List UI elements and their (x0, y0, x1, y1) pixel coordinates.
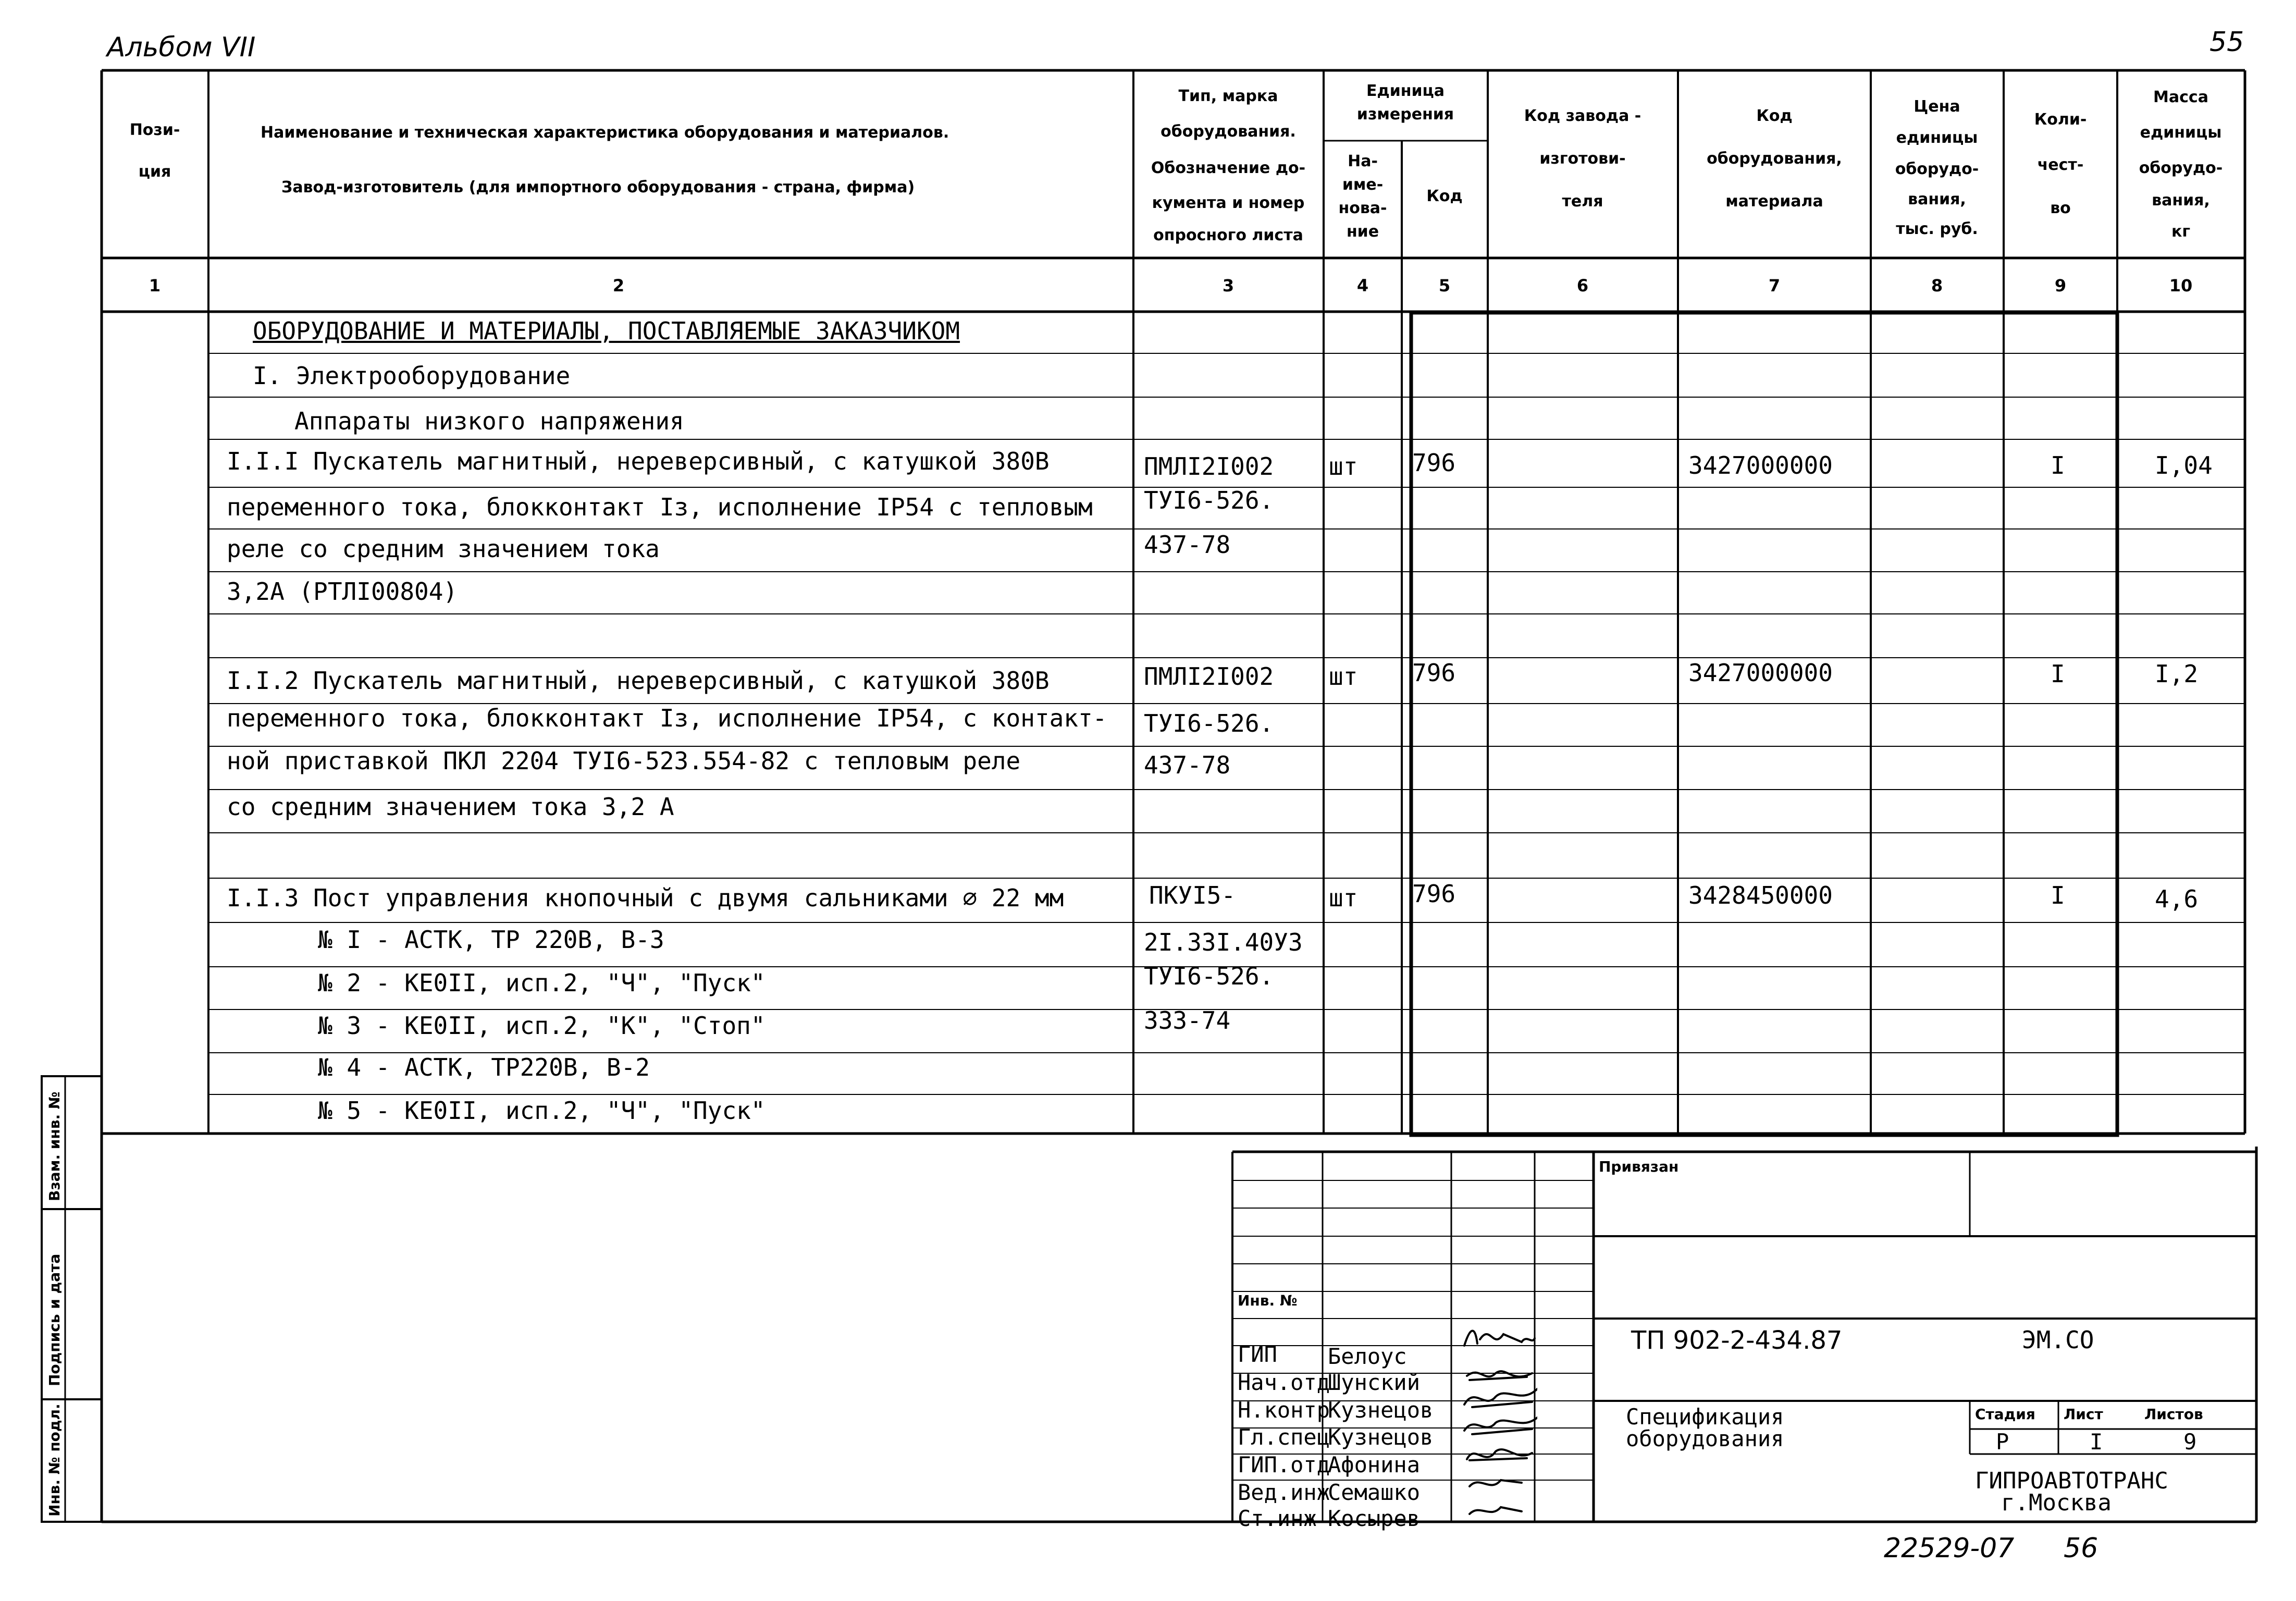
colnum-7: 7 (1768, 276, 1781, 295)
header-unit-code: Код (1426, 187, 1463, 205)
header-price-3: оборудо- (1895, 160, 1979, 178)
header-maker-1: Код завода - (1524, 107, 1641, 125)
header-unit-1: Единица (1366, 82, 1445, 100)
sheet-value: I (2090, 1429, 2103, 1455)
header-type-3: Обозначение до- (1151, 159, 1306, 177)
stage-value: Р (1996, 1429, 2009, 1455)
signer-name-1: Белоус (1328, 1344, 1407, 1369)
header-unit-name-2: име- (1342, 176, 1384, 194)
colnum-6: 6 (1576, 276, 1589, 295)
item-111-line-1: I.I.I Пускатель магнитный, нереверсивный, с катушкой 380В (227, 447, 1050, 475)
item-112-line-4: со средним значением тока 3,2 А (227, 793, 674, 821)
header-qty-3: во (2050, 199, 2071, 217)
header-unit-name-4: ние (1346, 223, 1379, 241)
item-113-line-1: I.I.3 Пост управления кнопочный с двумя сальниками ⌀ 22 мм (227, 884, 1064, 912)
header-equip-code-2: оборудования, (1707, 150, 1842, 168)
header-qty-1: Коли- (2034, 110, 2087, 129)
header-type-1: Тип, марка (1178, 87, 1278, 105)
header-type-2: оборудования. (1161, 122, 1296, 141)
subsection-heading: I. Электрооборудование (253, 362, 571, 390)
item-111-type-1: ПМЛI2I002 (1144, 452, 1274, 481)
page-number: 55 (2209, 27, 2244, 58)
colnum-10: 10 (2169, 276, 2193, 295)
item-111-qty: I (2051, 451, 2065, 479)
item-111-type-3: 437-78 (1144, 531, 1231, 559)
colnum-8: 8 (1931, 276, 1943, 295)
item-111-unit: шт (1329, 452, 1358, 481)
item-111-type-2: ТУI6-526. (1144, 486, 1274, 514)
header-pos-2: ция (138, 163, 171, 181)
header-mass-5: кг (2171, 223, 2191, 241)
inv-label: Инв. № (1238, 1292, 1298, 1309)
header-name-2: Завод-изготовитель (для импортного оборудования - страна, фирма) (281, 178, 915, 196)
item-111-line-2: переменного тока, блокконтакт Iз, исполнение IP54 с тепловым (227, 493, 1093, 521)
header-qty-2: чест- (2037, 156, 2084, 174)
signer-name-3: Кузнецов (1328, 1397, 1434, 1423)
side-stamp-original-inv: Инв. № подл. (46, 1403, 63, 1517)
item-112-line-2: переменного тока, блокконтакт Iз, исполнение IP54, с контакт- (227, 704, 1107, 732)
signatures (1454, 1319, 1537, 1522)
header-mass-1: Масса (2153, 88, 2208, 106)
colnum-3: 3 (1222, 276, 1235, 295)
header-equip-code-3: материала (1725, 192, 1823, 211)
item-112-type-1: ПМЛI2I002 (1144, 662, 1274, 691)
bottom-number: 56 (2064, 1533, 2099, 1564)
header-mass-4: вания, (2152, 191, 2210, 210)
colnum-1: 1 (149, 276, 161, 295)
item-113-line-4: № 3 - КЕ0II, исп.2, "К", "Стоп" (318, 1012, 766, 1040)
item-113-line-6: № 5 - КЕ0II, исп.2, "Ч", "Пуск" (318, 1097, 766, 1125)
header-equip-code-1: Код (1756, 107, 1793, 125)
header-price-1: Цена (1914, 97, 1960, 116)
doc-section: ЭМ.СО (2022, 1326, 2094, 1354)
header-type-5: опросного листа (1153, 226, 1303, 244)
signer-role-3: Н.контр (1238, 1397, 1330, 1423)
item-112-mass: I,2 (2155, 660, 2199, 688)
signer-role-5: ГИП.отд (1238, 1452, 1330, 1477)
item-112-type-3: 437-78 (1144, 751, 1231, 779)
header-unit-2: измерения (1356, 105, 1454, 124)
signer-role-4: Гл.спец (1238, 1424, 1330, 1450)
item-112-unit-code: 796 (1412, 659, 1456, 687)
colnum-4: 4 (1356, 276, 1369, 295)
signer-name-2: Шунский (1328, 1370, 1421, 1395)
item-111-mass: I,04 (2155, 451, 2213, 479)
colnum-9: 9 (2054, 276, 2067, 295)
item-111-unit-code: 796 (1412, 449, 1456, 477)
sheet-label: Лист (2064, 1406, 2103, 1423)
stage-label: Стадия (1975, 1406, 2035, 1423)
colnum-2: 2 (612, 276, 625, 295)
privyazan-label: Привязан (1599, 1158, 1679, 1175)
item-113-mass: 4,6 (2155, 885, 2199, 913)
item-113-line-3: № 2 - КЕ0II, исп.2, "Ч", "Пуск" (318, 969, 766, 997)
item-111-equip-code: 3427000000 (1688, 451, 1833, 479)
signer-name-5: Афонина (1328, 1452, 1421, 1477)
item-112-equip-code: 3427000000 (1688, 659, 1833, 687)
item-113-line-5: № 4 - АСТК, ТР220В, В-2 (318, 1053, 650, 1081)
header-price-5: тыс. руб. (1896, 220, 1978, 238)
item-113-unit: шт (1329, 884, 1358, 912)
item-111-line-3: реле со средним значением тока (227, 535, 660, 563)
album-label: Альбом VII (107, 32, 256, 63)
header-unit-name-1: На- (1348, 152, 1378, 170)
item-112-unit: шт (1329, 662, 1358, 691)
bottom-code: 22529-07 (1884, 1533, 2015, 1564)
sheets-value: 9 (2183, 1429, 2197, 1455)
signer-role-7: Ст.инж (1238, 1506, 1317, 1531)
signer-role-2: Нач.отд (1238, 1370, 1330, 1395)
item-113-type-4: 333-74 (1144, 1006, 1231, 1035)
item-112-qty: I (2051, 660, 2065, 688)
item-113-type-1: ПКУI5- (1149, 881, 1236, 909)
org-name: ГИПРОАВТОТРАНС (1975, 1468, 2168, 1494)
item-113-unit-code: 796 (1412, 880, 1456, 908)
header-name-1: Наименование и техническая характеристика оборудования и материалов. (261, 124, 949, 142)
item-113-line-2: № I - АСТК, ТР 220В, В-3 (318, 926, 664, 954)
item-113-equip-code: 3428450000 (1688, 881, 1833, 909)
item-112-type-2: ТУI6-526. (1144, 709, 1274, 737)
colnum-5: 5 (1438, 276, 1451, 295)
header-mass-2: единицы (2140, 124, 2222, 142)
side-stamp-replace-inv: Взам. инв. № (46, 1091, 63, 1201)
header-maker-2: изготови- (1539, 150, 1626, 168)
header-mass-3: оборудо- (2139, 159, 2223, 177)
org-city: г.Москва (2001, 1489, 2112, 1516)
item-111-line-4: 3,2А (РТЛI00804) (227, 577, 458, 606)
sheets-label: Листов (2144, 1406, 2203, 1423)
header-type-4: кумента и номер (1152, 194, 1305, 212)
signer-role-6: Вед.инж (1238, 1480, 1330, 1505)
item-113-qty: I (2051, 881, 2065, 909)
signer-name-4: Кузнецов (1328, 1424, 1434, 1450)
item-113-type-2: 2I.33I.40У3 (1144, 928, 1303, 956)
item-112-line-3: ной приставкой ПКЛ 2204 ТУI6-523.554-82 с тепловым реле (227, 747, 1021, 775)
header-price-2: единицы (1896, 129, 1978, 147)
doc-code: ТП 902-2-434.87 (1631, 1326, 1843, 1355)
signer-name-7: Косырев (1328, 1506, 1421, 1531)
header-unit-name-3: нова- (1338, 199, 1387, 217)
section-heading: ОБОРУДОВАНИЕ И МАТЕРИАЛЫ, ПОСТАВЛЯЕМЫЕ ЗАКАЗЧИКОМ (253, 317, 960, 345)
header-maker-3: теля (1562, 192, 1603, 211)
group-heading: Аппараты низкого напряжения (294, 407, 684, 435)
doc-title-2: оборудования (1626, 1426, 1784, 1451)
item-113-type-3: ТУI6-526. (1144, 962, 1274, 990)
side-stamp-signature-date: Подпись и дата (46, 1253, 63, 1386)
signer-name-6: Семашко (1328, 1480, 1421, 1505)
item-112-line-1: I.I.2 Пускатель магнитный, нереверсивный, с катушкой 380В (227, 667, 1050, 695)
signer-role-1: ГИП (1238, 1341, 1277, 1367)
header-price-4: вания, (1908, 190, 1966, 208)
doc-title-1: Спецификация (1626, 1404, 1784, 1430)
header-pos-1: Пози- (129, 121, 180, 139)
